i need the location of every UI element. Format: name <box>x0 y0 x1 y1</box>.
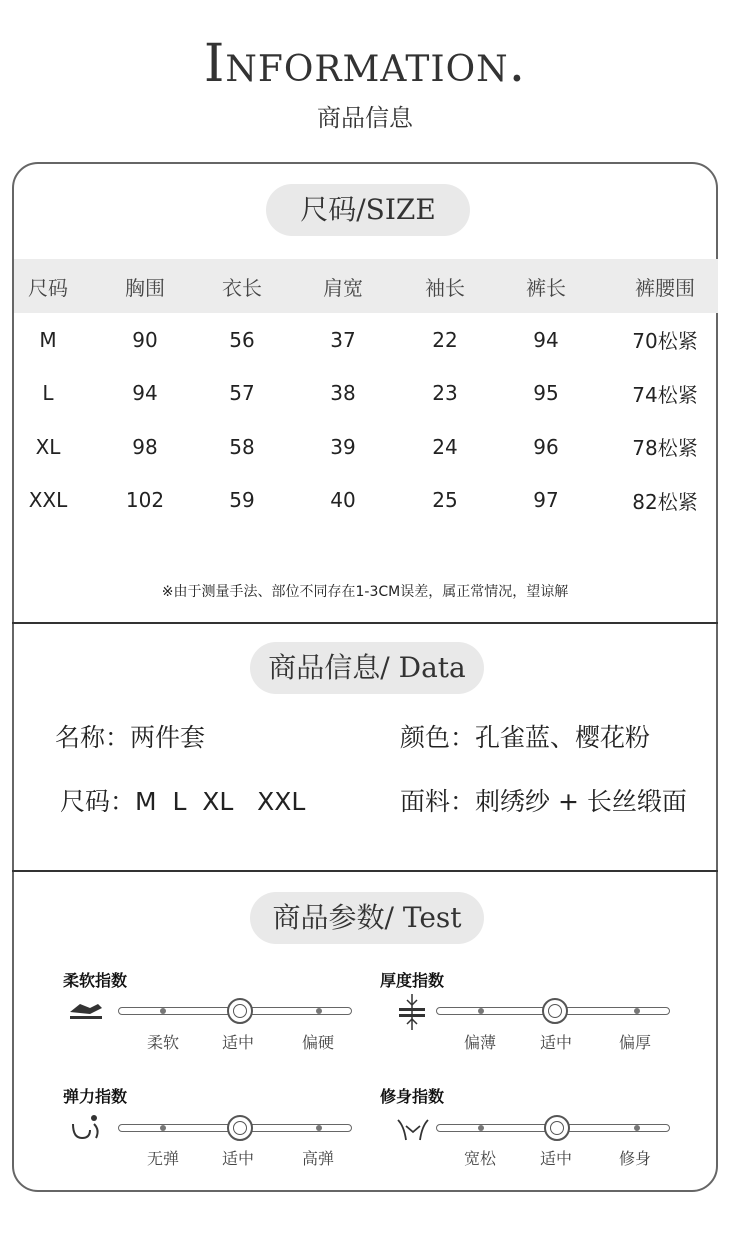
level-label: 适中 <box>221 1033 254 1052</box>
softness-icon <box>68 1000 104 1022</box>
level-label: 宽松 <box>463 1149 496 1168</box>
level-label: 无弹 <box>146 1149 179 1168</box>
table-cell: 94 <box>533 327 559 352</box>
table-cell: 58 <box>229 434 255 459</box>
table-cell: 40 <box>330 488 356 513</box>
column-header: 肩宽 <box>276 259 410 313</box>
table-cell: 24 <box>432 434 458 459</box>
measurement-note: ※由于测量手法、部位不同存在1-3CM误差，属正常情况，望谅解 <box>161 584 569 600</box>
thickness-icon <box>396 994 428 1030</box>
table-cell: XL <box>35 434 61 459</box>
table-cell: 59 <box>229 488 255 513</box>
table-cell: 38 <box>330 381 356 406</box>
table-cell: 97 <box>533 488 559 513</box>
table-row <box>14 313 718 367</box>
softness-indicator <box>227 998 253 1024</box>
table-cell: 56 <box>229 327 255 352</box>
table-cell: 25 <box>432 488 458 513</box>
level-label: 偏厚 <box>618 1033 651 1052</box>
level-label: 修身 <box>618 1149 651 1168</box>
section-divider <box>12 870 718 872</box>
level-dot <box>478 1008 484 1014</box>
fit-indicator <box>544 1115 570 1141</box>
section-divider <box>12 622 718 624</box>
product-fabric: 面料：刺绣纱 + 长丝缎面 <box>400 787 687 816</box>
table-cell: 78松紧 <box>632 436 698 461</box>
table-cell: 39 <box>330 434 356 459</box>
level-dot <box>160 1125 166 1131</box>
table-row <box>14 367 718 421</box>
table-cell: 82松紧 <box>632 489 698 514</box>
table-row <box>14 420 718 474</box>
column-header: 袖长 <box>410 259 480 313</box>
column-header: 胸围 <box>82 259 208 313</box>
test-section-title: 商品参数/ Test <box>250 892 484 944</box>
table-cell: 94 <box>132 381 158 406</box>
table-cell: 90 <box>132 327 158 352</box>
thickness-title: 厚度指数 <box>380 971 445 990</box>
column-header: 衣长 <box>208 259 276 313</box>
page-title: Information. <box>203 34 527 94</box>
elasticity-indicator <box>227 1115 253 1141</box>
table-cell: 102 <box>125 488 165 513</box>
level-label: 柔软 <box>146 1033 179 1052</box>
data-section-title: 商品信息/ Data <box>250 642 484 694</box>
table-cell: 96 <box>533 434 559 459</box>
table-cell: 98 <box>132 434 158 459</box>
product-color: 颜色：孔雀蓝、樱花粉 <box>400 723 651 752</box>
column-header: 裤腰围 <box>612 259 718 313</box>
thickness-indicator <box>542 998 568 1024</box>
table-cell: M <box>39 327 57 352</box>
size-table-header <box>14 259 718 313</box>
table-cell: 57 <box>229 381 255 406</box>
elasticity-icon <box>70 1112 104 1142</box>
softness-title: 柔软指数 <box>63 971 128 990</box>
size-section-title: 尺码/SIZE <box>266 184 470 236</box>
level-label: 适中 <box>539 1149 572 1168</box>
table-cell: 22 <box>432 327 458 352</box>
level-dot <box>634 1008 640 1014</box>
fit-title: 修身指数 <box>380 1087 445 1106</box>
table-cell: 70松紧 <box>632 329 698 354</box>
level-label: 适中 <box>539 1033 572 1052</box>
page-subtitle: 商品信息 <box>317 104 413 132</box>
fit-icon <box>396 1116 430 1144</box>
table-cell: 95 <box>533 381 559 406</box>
column-header: 尺码 <box>14 259 82 313</box>
level-dot <box>634 1125 640 1131</box>
table-cell: 74松紧 <box>632 382 698 407</box>
level-dot <box>316 1125 322 1131</box>
table-cell: 23 <box>432 381 458 406</box>
level-dot <box>160 1008 166 1014</box>
product-sizes: 尺码：M L XL XXL <box>60 787 306 816</box>
size-table <box>14 259 718 527</box>
table-cell: 37 <box>330 327 356 352</box>
elasticity-title: 弹力指数 <box>63 1087 128 1106</box>
level-label: 偏薄 <box>463 1033 496 1052</box>
table-cell: L <box>42 381 54 406</box>
column-header: 裤长 <box>480 259 612 313</box>
level-dot <box>316 1008 322 1014</box>
product-name: 名称：两件套 <box>55 723 206 752</box>
table-cell: XXL <box>28 488 68 513</box>
level-label: 适中 <box>221 1149 254 1168</box>
level-label: 偏硬 <box>301 1033 334 1052</box>
table-row <box>14 474 718 528</box>
level-label: 高弹 <box>301 1149 334 1168</box>
level-dot <box>478 1125 484 1131</box>
